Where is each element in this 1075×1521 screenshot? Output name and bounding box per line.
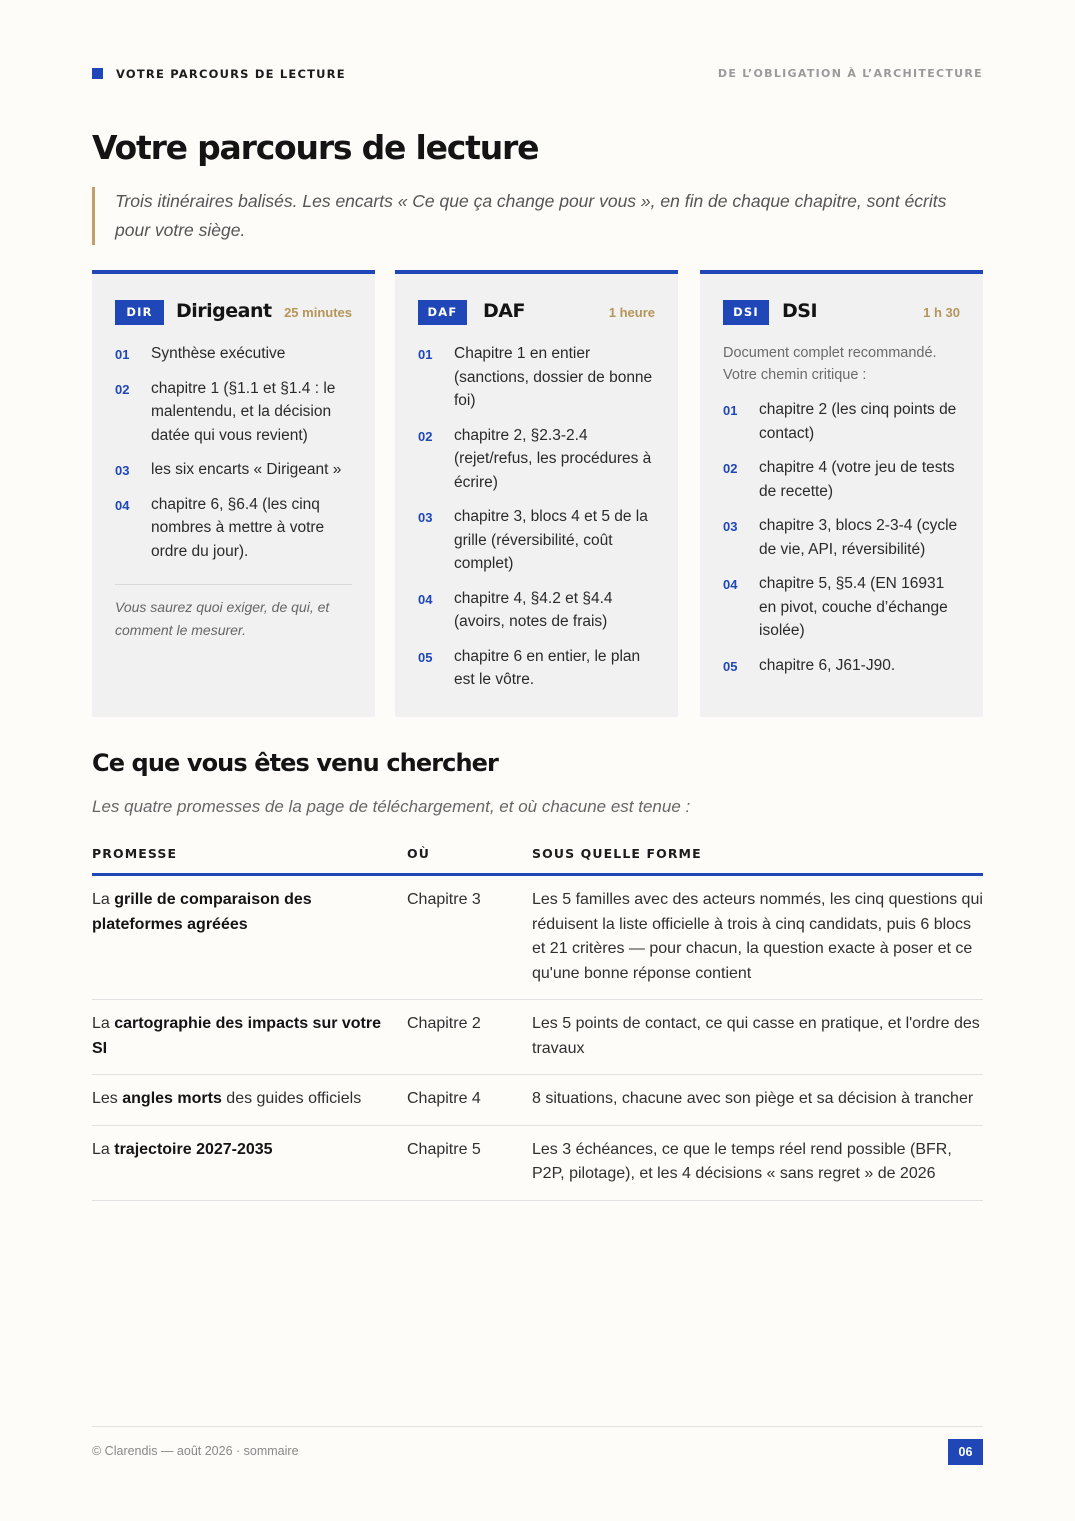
step-number: 04 [723,577,738,592]
footer-text: © Clarendis — août 2026 · sommaire [92,1444,299,1458]
step-text: chapitre 6 en entier, le plan est le vôtre. [454,647,641,688]
table-row [92,1125,983,1200]
cell-form: 8 situations, chacune avec son piège et sa décision à trancher [532,1075,983,1126]
page-footer [92,1426,983,1466]
list-item [723,654,965,678]
role-tag: DAF [418,300,467,325]
list-item [115,342,357,366]
step-text: chapitre 6, §6.4 (les cinq nombres à mettre à votre ordre du jour). [151,495,325,560]
promise-bold: angles morts [122,1090,222,1107]
step-number: 04 [418,591,433,607]
cell-where: Chapitre 4 [407,1075,532,1126]
role-name: DSI [782,300,818,322]
cell-form: Les 5 points de contact, ce qui casse en pratique, et l'ordre des travaux [532,1000,983,1075]
promise-prefix: Les [92,1090,123,1107]
step-number: 03 [418,510,433,525]
header-left-text: VOTRE PARCOURS DE LECTURE [116,67,346,81]
step-text: chapitre 3, blocs 2-3-4 (cycle de vie, API, réversibilité) [759,517,958,558]
page-number: 06 [948,1439,983,1465]
promises-table [92,838,983,1201]
cell-promise [92,1125,407,1200]
promise-bold: trajectoire 2027-2035 [114,1140,273,1158]
list-item [115,377,357,448]
step-text: chapitre 4, §4.2 et §4.4 (avoirs, notes de frais) [454,589,613,630]
step-number: 02 [418,428,433,444]
card-header [115,298,352,326]
step-number: 05 [723,658,738,674]
card-dsi [700,270,983,717]
step-text: Synthèse exécutive [151,345,286,362]
role-tag: DSI [723,300,769,325]
duration: 25 minutes [284,305,352,320]
list-item [723,456,965,503]
column-header-promesse: PROMESSE [92,838,407,875]
cell-where: Chapitre 3 [407,875,532,1000]
role-tag: DIR [115,300,164,325]
cell-promise [92,875,407,1000]
step-number: 01 [723,403,738,418]
card-header [418,298,655,326]
cell-promise [92,1075,407,1126]
step-number: 03 [723,519,738,534]
promise-prefix: La [92,891,115,908]
list-item [418,424,660,495]
card-daf [395,270,678,717]
table-header-row [92,838,983,875]
table-row [92,875,983,1000]
promise-prefix: La [92,1140,115,1158]
step-number: 04 [115,497,130,513]
card-header [723,298,960,326]
cell-promise [92,1000,407,1075]
duration: 1 heure [608,305,655,320]
step-text: les six encarts « Dirigeant » [151,461,342,478]
header-square-icon [92,68,103,79]
list-item [115,458,357,482]
step-text: Chapitre 1 en entier (sanctions, dossier de bonne foi) [454,345,653,409]
step-text: chapitre 5, §5.4 (EN 16931 en pivot, couche d’échange isolée) [759,575,948,639]
step-number: 02 [723,461,738,476]
column-header-forme: SOUS QUELLE FORME [532,838,983,875]
step-text: chapitre 1 (§1.1 et §1.4 : le malentendu, et la décision datée qui vous revient) [151,379,336,444]
duration: 1 h 30 [923,305,960,320]
step-text: chapitre 3, blocs 4 et 5 de la grille (réversibilité, coût complet) [454,508,648,572]
card-dirigeant [92,270,375,717]
table-row [92,1075,983,1126]
step-number: 01 [115,347,130,362]
list-item [418,645,660,692]
step-number: 01 [418,347,433,362]
column-header-ou: OÙ [407,838,532,875]
cell-where: Chapitre 2 [407,1000,532,1075]
table-row [92,1000,983,1075]
list-item [418,587,660,634]
step-number: 05 [418,649,433,665]
list-item [418,342,660,413]
step-number: 03 [115,463,130,478]
promise-bold: grille de comparaison des plateformes agréées [92,891,312,933]
promise-prefix: La [92,1015,115,1032]
promise-suffix: des guides officiels [221,1090,362,1107]
step-text: chapitre 6, J61-J90. [759,656,896,674]
cell-form: Les 3 échéances, ce que le temps réel rend possible (BFR, P2P, pilotage), et les 4 décisions « sans regret » de 2026 [532,1125,983,1200]
cell-form: Les 5 familles avec des acteurs nommés, les cinq questions qui réduisent la liste officielle à trois à cinq candidats, puis 6 blocs et 21 critères — pour chacun, la question exacte à poser et ce qu'une bonne réponse contient [532,875,983,1000]
step-number: 02 [115,381,130,397]
role-name: DAF [483,300,525,322]
header-right-text: DE L’OBLIGATION À L’ARCHITECTURE [717,67,983,80]
running-header [92,67,983,83]
card-note: Vous saurez quoi exiger, de qui, et comment le mesurer. [115,584,352,642]
step-list [418,342,660,692]
promise-bold: cartographie des impacts sur votre SI [92,1015,382,1057]
step-text: chapitre 4 (votre jeu de tests de recette) [759,459,955,500]
list-item [115,493,357,564]
lead-paragraph: Trois itinéraires balisés. Les encarts « Ce que ça change pour vous », en fin de chaque chapitre, sont écrits pour votre siège. [92,187,983,245]
section-lead: Les quatre promesses de la page de téléchargement, et où chacune est tenue : [92,797,691,816]
list-item [723,572,965,643]
step-text: chapitre 2 (les cinq points de contact) [759,401,957,442]
role-name: Dirigeant [176,300,272,322]
step-text: chapitre 2, §2.3-2.4 (rejet/refus, les procédures à écrire) [454,426,652,491]
step-list [115,342,357,563]
list-item [723,398,965,445]
card-intro: Document complet recommandé. Votre chemin critique : [723,345,937,383]
cell-where: Chapitre 5 [407,1125,532,1200]
list-item [723,514,965,561]
step-list [723,398,965,677]
section-title: Ce que vous êtes venu chercher [92,749,498,777]
page-title: Votre parcours de lecture [92,128,539,167]
list-item [418,505,660,576]
